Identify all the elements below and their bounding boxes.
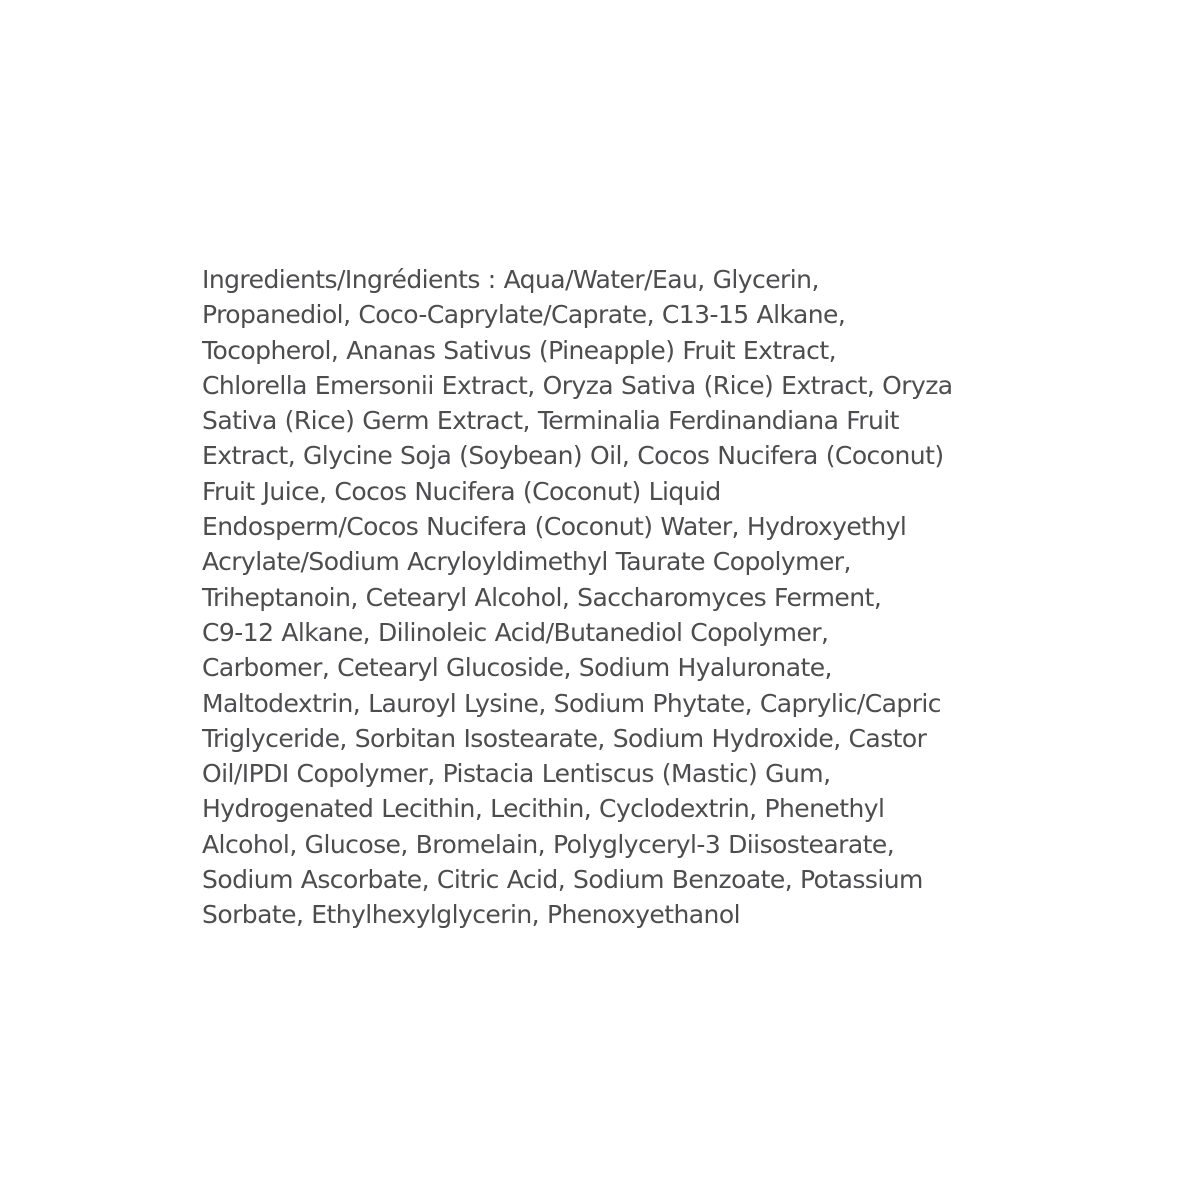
ingredients-line: Endosperm/Cocos Nucifera (Coconut) Water, Hydroxyethyl	[202, 512, 907, 542]
ingredients-line: Carbomer, Cetearyl Glucoside, Sodium Hyaluronate,	[202, 653, 832, 683]
ingredients-line: Alcohol, Glucose, Bromelain, Polyglyceryl-3 Diisostearate,	[202, 829, 895, 859]
ingredients-line: Tocopherol, Ananas Sativus (Pineapple) Fruit Extract,	[202, 335, 837, 365]
ingredients-line: Sodium Ascorbate, Citric Acid, Sodium Benzoate, Potassium	[202, 865, 923, 895]
ingredients-list	[202, 262, 1022, 933]
ingredients-line: Extract, Glycine Soja (Soybean) Oil, Cocos Nucifera (Coconut)	[202, 441, 944, 471]
ingredients-line: C9-12 Alkane, Dilinoleic Acid/Butanediol Copolymer,	[202, 617, 829, 647]
ingredients-line: Hydrogenated Lecithin, Lecithin, Cyclodextrin, Phenethyl	[202, 794, 885, 824]
ingredients-line: Sorbate, Ethylhexylglycerin, Phenoxyethanol	[202, 900, 740, 930]
ingredients-line: Acrylate/Sodium Acryloyldimethyl Taurate Copolymer,	[202, 547, 851, 577]
ingredients-line: Oil/IPDI Copolymer, Pistacia Lentiscus (Mastic) Gum,	[202, 759, 831, 789]
ingredients-line: Sativa (Rice) Germ Extract, Terminalia Ferdinandiana Fruit	[202, 406, 899, 436]
ingredients-line: Maltodextrin, Lauroyl Lysine, Sodium Phytate, Caprylic/Capric	[202, 688, 942, 718]
ingredients-line: Chlorella Emersonii Extract, Oryza Sativa (Rice) Extract, Oryza	[202, 370, 953, 400]
ingredients-line: Fruit Juice, Cocos Nucifera (Coconut) Liquid	[202, 476, 721, 506]
ingredients-line: Ingredients/Ingrédients : Aqua/Water/Eau, Glycerin,	[202, 265, 819, 294]
ingredients-line: Triglyceride, Sorbitan Isostearate, Sodium Hydroxide, Castor	[202, 723, 927, 753]
ingredients-line: Triheptanoin, Cetearyl Alcohol, Saccharomyces Ferment,	[202, 582, 882, 612]
ingredients-line: Propanediol, Coco-Caprylate/Caprate, C13-15 Alkane,	[202, 300, 846, 330]
